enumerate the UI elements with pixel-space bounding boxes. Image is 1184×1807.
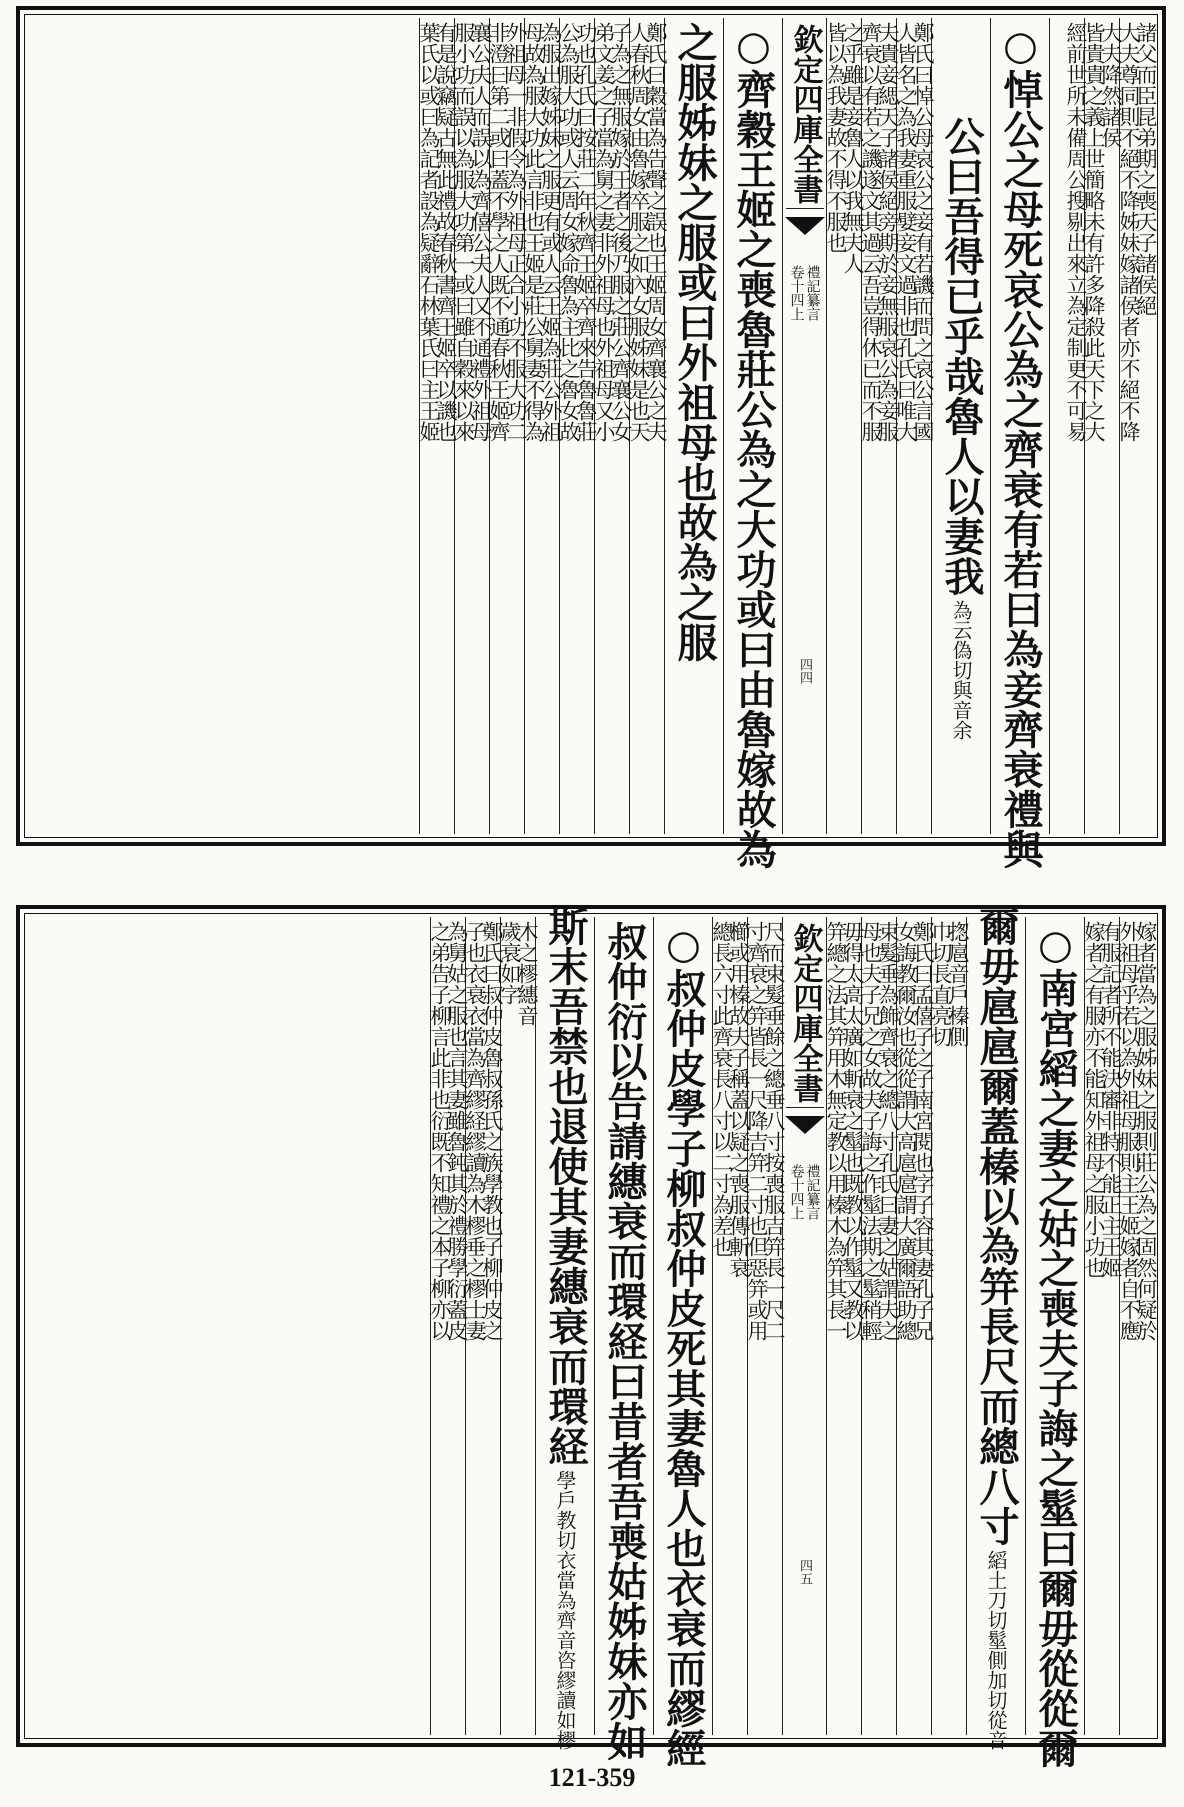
annotation-line-left: 皆以為我妻故不得不服也: [824, 22, 848, 253]
annotation-line-right: 諸父而臣昆弟期之喪天子諸侯絕: [1134, 22, 1158, 316]
text-column: [894, 18, 935, 834]
text-column: [1025, 917, 1084, 1768]
annotation-line-left: 嫁者之有服亦不能知外祖母之服小功也: [1082, 921, 1106, 1278]
inline-note: 學戶教切衣當為齊音咨繆讀如樛: [553, 1470, 577, 1750]
text-column: [824, 917, 865, 1735]
text-column: [1117, 18, 1158, 834]
text-column: [859, 917, 900, 1735]
main-text-line: 斯末吾禁也退使其妻繐衰而環経: [542, 906, 589, 1466]
annotation-line-left: 皆貴貴之義上世簡略未有許多降殺此天下之大: [1082, 22, 1106, 442]
annotation-line-right: 功也孔氏曰按莊二年秋齊王姬卒齊來告魯魯莊: [574, 22, 598, 442]
annotation-line-left: 外祖母乎若以為外祖母服則主王姬嫁者自不應: [1117, 921, 1141, 1341]
annotation-line-right: 鄭氏曰孟僖子之子南宮閱也字子容其妻孔子兄: [911, 921, 935, 1341]
text-column: [1049, 18, 1088, 834]
annotation-line-left: 公為服大功或人云周女嫁命魯為主比之魯女故: [557, 22, 581, 442]
annotation-line-right: 鄭氏曰悼公母哀公之妾有若譏而問之哀公言國: [911, 22, 935, 442]
annotation-line-right: 大夫降然諸侯: [1099, 22, 1123, 148]
text-column: [522, 18, 563, 834]
annotation-line-right: 子為之無服嫁於王者之後乃服之莊公齊襄公女: [609, 22, 633, 442]
annotation-line-right: 為舅姑之服也言其妻雖魯鈍其於禮勝學衍蓋皮: [445, 921, 469, 1341]
annotation-line-right: 有是說竊疑古無此禮故春秋書齊王姬卒以譏也: [434, 22, 458, 442]
annotation-line-right: 鄭氏曰叔仲皮魯叔孫氏之族學教也子柳仲皮之: [480, 921, 504, 1341]
bottom-page: [16, 905, 1166, 1768]
annotation-line-left: 歲衰如字: [498, 921, 522, 1005]
book-title: 欽定四庫全書: [786, 923, 824, 1108]
main-text-line: ○齊穀王姬之喪魯莊公為之大功或曰由魯嫁故為: [730, 22, 777, 869]
annotation-line-right: 嫁者當為之服姊妹之服則莊公為之固然何疑於: [1134, 921, 1158, 1341]
text-column: [824, 18, 865, 834]
book-title: 欽定四庫全書: [786, 24, 824, 209]
annotation-line-right: 有服記者所不能決審非特不能正主王姬: [1099, 921, 1123, 1278]
annotation-line-right: 尺而束髮垂餘之總垂八寸按喪服吉笄長一尺二: [762, 921, 786, 1341]
text-column: [929, 917, 970, 1735]
volume-label: 卷十四上: [788, 265, 805, 321]
center-gutter: [782, 18, 826, 834]
annotation-line-left: 寸齊衰之笄皆長一尺降吉笄二寸也但惡笄或用: [745, 921, 769, 1341]
annotation-line-left: 服小功而誤以為服大功第一或曰雖自穀來以來: [452, 22, 476, 442]
annotation-line-left: 笄總之法其笄用木無定教以用榛木為笄其長一: [824, 921, 848, 1341]
annotation-line-left: 葉氏以或曰為記者設為疑辭石林葉氏曰主王姬: [417, 22, 441, 442]
top-page-columns: [28, 18, 1158, 869]
annotation-line-right: 木之樛繐音: [515, 921, 539, 1026]
annotation-line-left: 非澄曰第二或曰蓋不學之人既不通春秋王姬齊: [487, 22, 511, 442]
text-column: [594, 917, 653, 1761]
annotation-line-right: 毋得太高太廣如斬衰之髽也既教以作髽又教以: [841, 921, 865, 1341]
text-column: [894, 917, 935, 1735]
annotation-line-left: 巾切長直亮切: [929, 921, 953, 1047]
main-text-line: ○悼公之母死哀公為之齊衰有若曰為妾齊衰禮與: [997, 22, 1044, 869]
chapter-info: [789, 265, 821, 321]
text-column: [653, 917, 712, 1768]
book-name: 禮記纂言: [804, 265, 821, 321]
center-gutter: [782, 917, 826, 1735]
text-column: [417, 18, 458, 834]
annotation-line-right: 襄公夫人而誤以為齊僖公夫人又不通禮外祖母: [469, 22, 493, 442]
text-column: [931, 18, 990, 834]
text-column: [710, 917, 751, 1735]
main-text-line: 爾毋扈扈爾蓋榛以為笄長尺而總八寸: [973, 906, 1020, 1546]
text-column: [428, 917, 469, 1735]
annotation-line-left: 母也夫子兄之女故夫子誨之作髽法期之髽稍輕: [859, 921, 883, 1341]
annotation-line-left: 齊衰以有若之譏遂文其過云吾豈得休已而不服: [859, 22, 883, 442]
text-column: [664, 18, 723, 834]
text-column: [463, 917, 504, 1735]
book-name: 禮記纂言: [804, 1164, 821, 1220]
inline-note: 縚土刀切髽側加切從音: [984, 1550, 1008, 1750]
main-text-line: 之服姊妹之服或曰外祖母也故為之服: [671, 22, 718, 662]
text-column: [1082, 18, 1123, 834]
annotation-line-right: 夫貴妾緦天子諸侯絕旁期於妾無服哀公為妾服: [876, 22, 900, 442]
leaf-number: 四五: [797, 1559, 812, 1585]
page-number-footer: 121-359: [548, 1763, 636, 1792]
text-column: [592, 18, 633, 834]
text-column: [723, 18, 782, 869]
annotation-line-left: 人春秋周女由魯嫁卒服之如內女服姊妹是也天: [627, 22, 651, 442]
text-column: [627, 18, 668, 834]
text-column: [859, 18, 900, 834]
bottom-page-columns: [28, 906, 1158, 1768]
annotation-line-left: 之弟告子柳言此非也衍既不知禮之本子柳亦以: [428, 921, 452, 1341]
top-page: [16, 6, 1166, 869]
text-column: [1082, 917, 1123, 1735]
annotation-line-left: 人皆名之為我妻重服嬖妾文過非也孔氏曰唯大: [894, 22, 918, 442]
main-text-line: ○南宮縚之妻之姑之喪夫子誨之髽曰爾毋從從爾: [1032, 921, 1079, 1768]
chapter-info: [789, 1164, 821, 1220]
annotation-line-right: 外祖母一非假令為外祖母正合小功不服大功二: [504, 22, 528, 442]
annotation-line-right: 櫛或用榛故夫子稱蓋以疑之喪服傳斬衰: [727, 921, 751, 1278]
main-text-line: 叔仲衍以告請繐衰而環経曰昔者吾喪姑姊妹亦如: [601, 921, 648, 1761]
fish-tail-mark-icon: [785, 1116, 825, 1134]
annotation-line-right: 鄭氏曰穀當為告聲之誤也王姬周女齊襄公之夫: [644, 22, 668, 442]
volume-label: 卷十四上: [788, 1164, 805, 1220]
annotation-line-right: 為服出嫁姊妹之服更有或人云王姬為莊公外祖: [539, 22, 563, 442]
text-column: [966, 906, 1025, 1750]
annotation-line-left: 總長六寸此齊衰長八寸以二寸為差也: [710, 921, 734, 1257]
annotation-line-right: 之乎雖是妾魯人以我無夫人: [841, 22, 865, 274]
main-text-line: ○叔仲皮學子柳叔仲皮死其妻魯人也衣衰而繆經: [660, 921, 707, 1768]
fish-tail-mark-icon: [785, 217, 825, 235]
text-column: [487, 18, 528, 834]
annotation-line-right: 經前世所未備周公搜剔出來立為定制更不可易: [1064, 22, 1088, 442]
text-column: [557, 18, 598, 834]
text-column: [1117, 917, 1158, 1735]
main-text-line: 公曰吾得已乎哉魯人以妻我: [938, 116, 985, 596]
annotation-line-left: 弟文姜之子當為舅之妻非外祖母也外祖母又小: [592, 22, 616, 442]
leaf-number: 四四: [797, 658, 812, 684]
annotation-line-right: 揔扈音戶榛側: [946, 921, 970, 1047]
annotation-line-left: 大夫尊同則不絕不降姊妹嫁諸侯者亦不絕不降: [1117, 22, 1141, 442]
text-column: [990, 18, 1049, 869]
annotation-line-left: 女誨教爾汝也從從謂大高扈扈謂大廣爾語助總: [894, 921, 918, 1341]
text-column: [535, 906, 594, 1750]
annotation-line-left: 母故為服大功此言非也王姬是莊公舅妻不得為: [522, 22, 546, 442]
annotation-line-left: 子也衣衰衣當為齊繆経繆讀為木樛垂之樛士妻: [463, 921, 487, 1341]
inline-note: 為云偽切與音余: [949, 600, 973, 740]
text-column: [745, 917, 786, 1735]
text-column: [452, 18, 493, 834]
text-column: [498, 917, 539, 1735]
annotation-line-right: 束髮垂為飾齊衰之總八寸孔氏曰妻之姑謂夫之: [876, 921, 900, 1341]
